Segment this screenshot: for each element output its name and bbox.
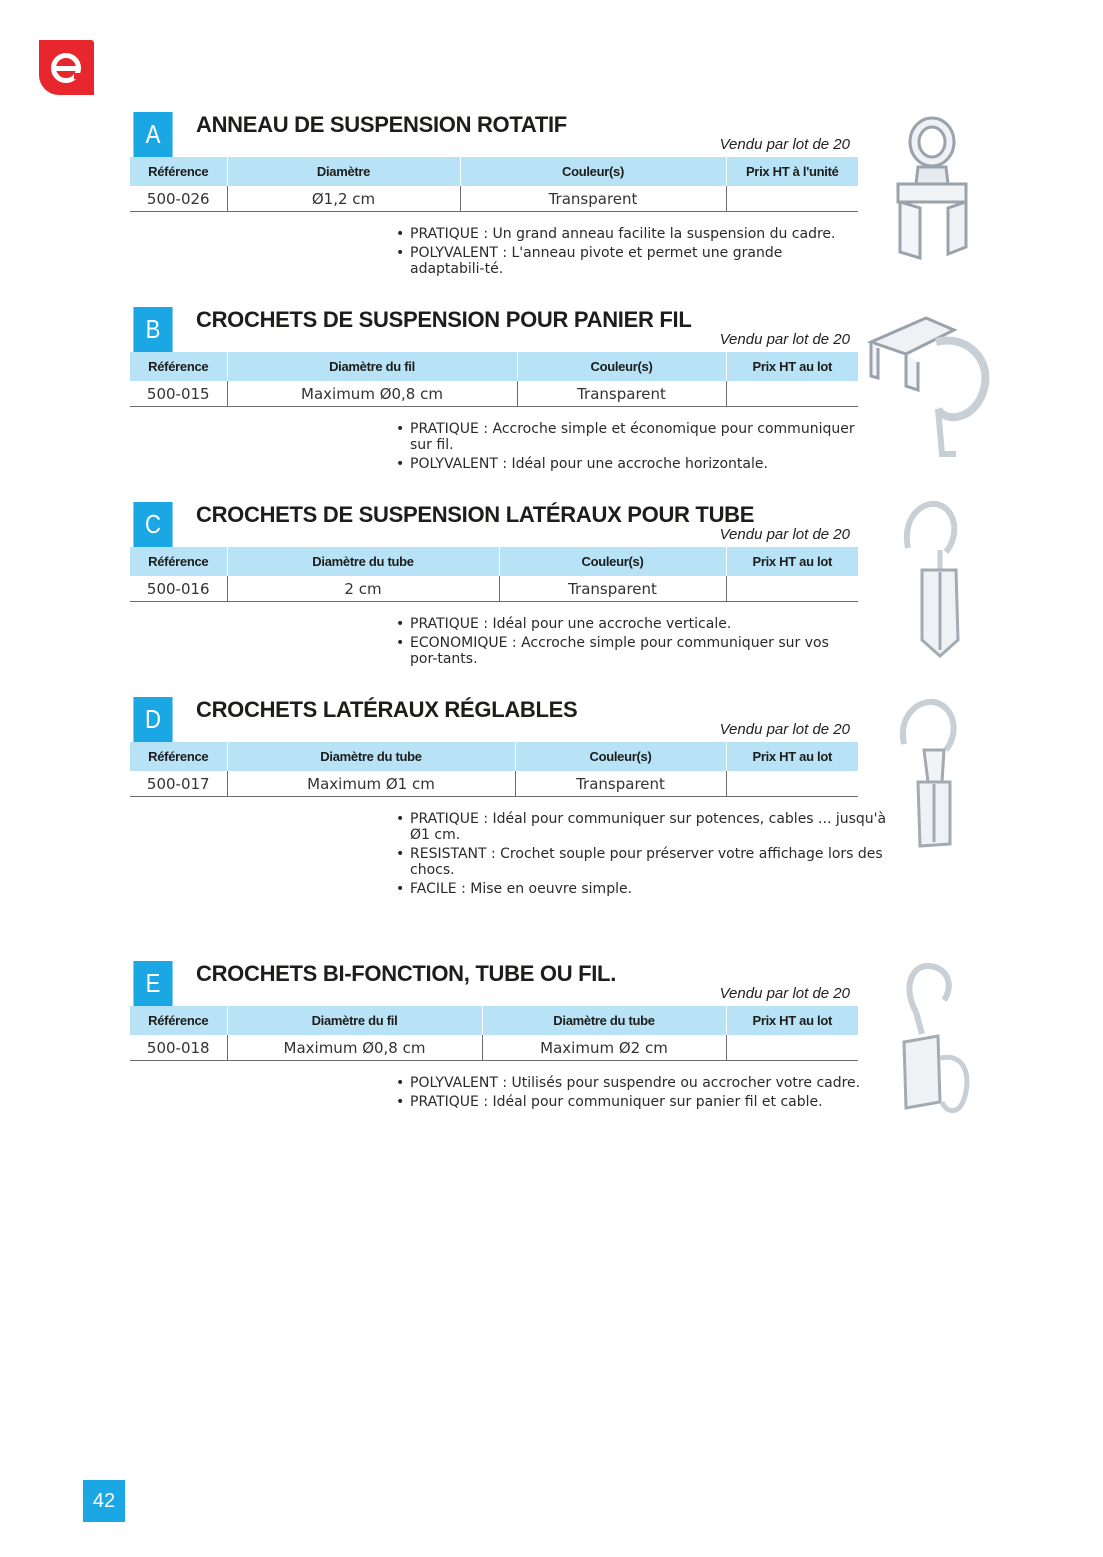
diameter-cell: Ø1,2 cm (227, 186, 460, 212)
sold-by-note: Vendu par lot de 20 (719, 331, 850, 348)
header-cell: Diamètre du fil (227, 352, 517, 381)
table-header-row (130, 742, 858, 771)
table-row (130, 771, 858, 797)
feature-item: • PRATIQUE : Idéal pour communiquer sur potences, cables ... jusqu'à Ø1 cm. (396, 811, 891, 843)
sold-by-note: Vendu par lot de 20 (719, 526, 850, 543)
rotating-ring-hanger-icon (890, 112, 970, 264)
table-row (130, 576, 858, 602)
section-title: CROCHETS LATÉRAUX RÉGLABLES (196, 697, 578, 722)
feature-item: • PRATIQUE : Un grand anneau facilite la suspension du cadre. (396, 226, 846, 242)
table-header-row (130, 157, 858, 186)
feature-item: • PRATIQUE : Idéal pour communiquer sur panier fil et cable. (396, 1094, 866, 1110)
price-cell (726, 576, 858, 602)
spec-table (130, 352, 858, 407)
feature-item: • PRATIQUE : Idéal pour une accroche verticale. (396, 616, 846, 632)
color-cell: Transparent (517, 381, 726, 407)
price-cell (726, 381, 858, 407)
table-row (130, 381, 858, 407)
header-cell: Couleur(s) (517, 352, 726, 381)
header-cell: Prix HT au lot (726, 1006, 858, 1035)
table-row (130, 1035, 858, 1061)
section-letter: E (133, 961, 172, 1006)
tube-diameter-cell: Maximum Ø2 cm (482, 1035, 726, 1061)
feature-item: • FACILE : Mise en oeuvre simple. (396, 881, 891, 897)
spec-table (130, 1006, 858, 1061)
header-cell: Référence (130, 742, 227, 771)
price-cell (726, 1035, 858, 1061)
feature-list (396, 421, 856, 475)
feature-item: • ECONOMIQUE : Accroche simple pour communiquer sur vos por-tants. (396, 635, 846, 667)
reference-cell: 500-017 (130, 771, 227, 797)
color-cell: Transparent (460, 186, 726, 212)
section-letter: A (133, 112, 172, 157)
feature-list (396, 226, 846, 280)
reference-cell: 500-015 (130, 381, 227, 407)
header-cell: Diamètre du tube (482, 1006, 726, 1035)
diameter-cell: Maximum Ø0,8 cm (227, 381, 517, 407)
header-cell: Diamètre du tube (227, 547, 499, 576)
brand-logo (39, 40, 94, 95)
feature-item: • POLYVALENT : Utilisés pour suspendre ou accrocher votre cadre. (396, 1075, 866, 1091)
sold-by-note: Vendu par lot de 20 (719, 985, 850, 1002)
page-number: 42 (83, 1480, 125, 1522)
diameter-cell: 2 cm (227, 576, 499, 602)
section-title: CROCHETS DE SUSPENSION LATÉRAUX POUR TUBE (196, 502, 755, 527)
header-cell: Diamètre (227, 157, 460, 186)
header-cell: Référence (130, 547, 227, 576)
feature-list (396, 1075, 866, 1113)
header-cell: Diamètre du fil (227, 1006, 482, 1035)
section-title: ANNEAU DE SUSPENSION ROTATIF (196, 112, 567, 137)
header-cell: Prix HT au lot (726, 742, 858, 771)
tube-side-hook-icon (900, 500, 964, 660)
feature-list (396, 616, 846, 670)
section-letter: D (133, 697, 172, 742)
feature-list (396, 811, 891, 900)
header-cell: Couleur(s) (460, 157, 726, 186)
reference-cell: 500-018 (130, 1035, 227, 1061)
table-header-row (130, 547, 858, 576)
header-cell: Couleur(s) (515, 742, 726, 771)
color-cell: Transparent (515, 771, 726, 797)
header-cell: Prix HT au lot (726, 547, 858, 576)
header-cell: Référence (130, 352, 227, 381)
spec-table (130, 742, 858, 797)
reference-cell: 500-026 (130, 186, 227, 212)
price-cell (726, 186, 858, 212)
wire-diameter-cell: Maximum Ø0,8 cm (227, 1035, 482, 1061)
spec-table (130, 157, 858, 212)
section-title: CROCHETS DE SUSPENSION POUR PANIER FIL (196, 307, 692, 332)
header-cell: Prix HT à l'unité (726, 157, 858, 186)
sold-by-note: Vendu par lot de 20 (719, 721, 850, 738)
section-title: CROCHETS BI-FONCTION, TUBE OU FIL. (196, 961, 617, 986)
dual-function-hook-icon (896, 962, 976, 1117)
table-header-row (130, 352, 858, 381)
header-cell: Référence (130, 1006, 227, 1035)
diameter-cell: Maximum Ø1 cm (227, 771, 515, 797)
sold-by-note: Vendu par lot de 20 (719, 136, 850, 153)
header-cell: Prix HT au lot (726, 352, 858, 381)
wire-basket-hook-icon (866, 314, 994, 459)
section-letter: C (133, 502, 172, 547)
table-header-row (130, 1006, 858, 1035)
reference-cell: 500-016 (130, 576, 227, 602)
section-letter: B (133, 307, 172, 352)
header-cell: Diamètre du tube (227, 742, 515, 771)
table-row (130, 186, 858, 212)
color-cell: Transparent (499, 576, 726, 602)
feature-item: • PRATIQUE : Accroche simple et économique pour communiquer sur fil. (396, 421, 856, 453)
feature-item: • RESISTANT : Crochet souple pour préserver votre affichage lors des chocs. (396, 846, 891, 878)
adjustable-side-hook-icon (898, 698, 962, 850)
price-cell (726, 771, 858, 797)
spec-table (130, 547, 858, 602)
feature-item: • POLYVALENT : Idéal pour une accroche horizontale. (396, 456, 856, 472)
header-cell: Référence (130, 157, 227, 186)
feature-item: • POLYVALENT : L'anneau pivote et permet une grande adaptabili-té. (396, 245, 846, 277)
header-cell: Couleur(s) (499, 547, 726, 576)
